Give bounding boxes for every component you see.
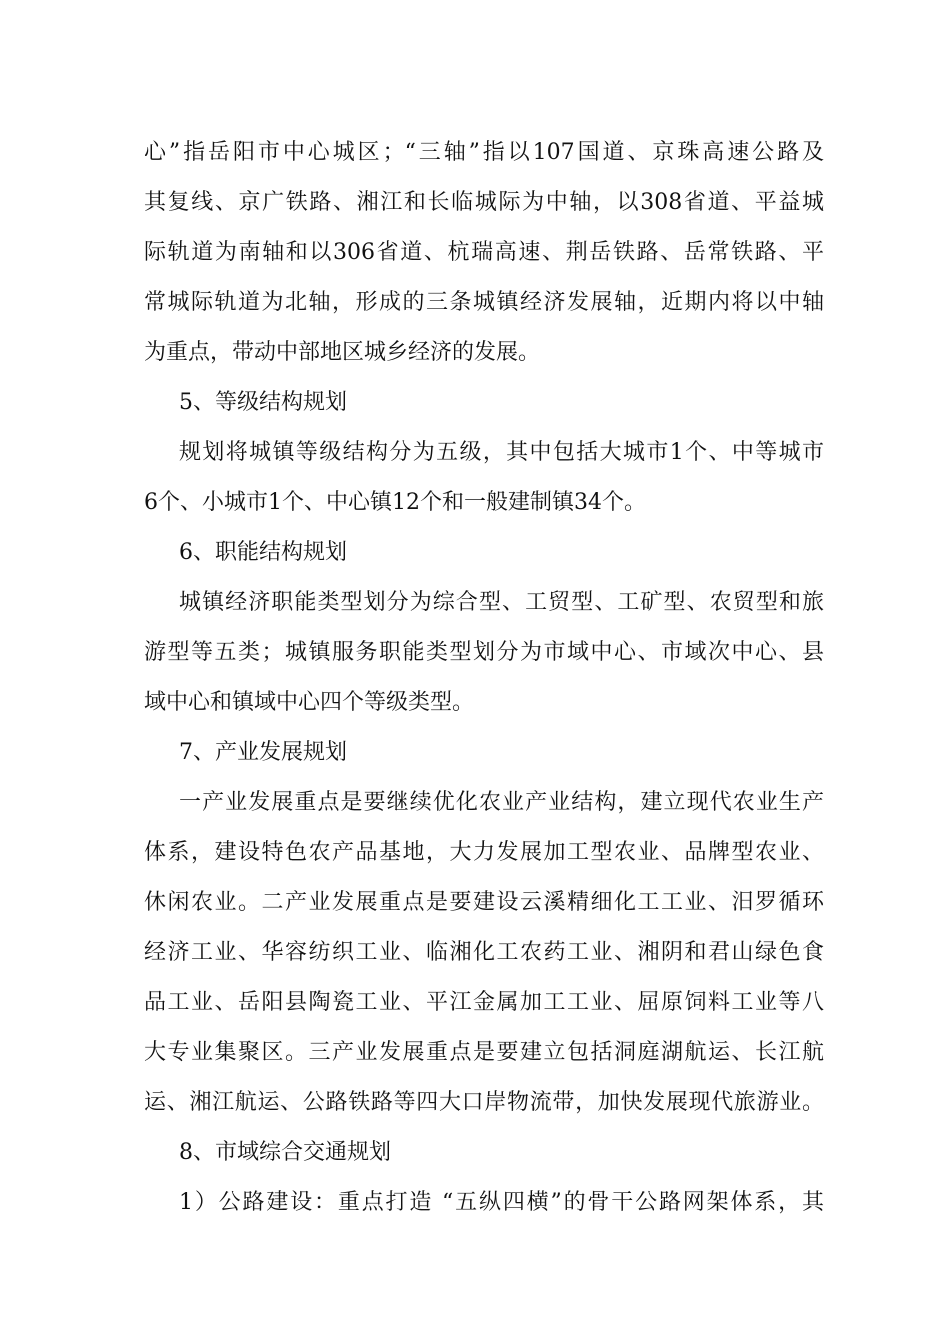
paragraph-first-line: 1）公路建设：重点打造 “五纵四横”的骨干公路网架体系，其 <box>179 1190 824 1215</box>
text-line: 大专业集聚区。三产业发展重点是要建立包括洞庭湖航运、长江航 <box>144 1040 824 1065</box>
paragraph-first-line: 一产业发展重点是要继续优化农业产业结构，建立现代农业生产 <box>179 790 824 815</box>
text-line: 品工业、岳阳县陶瓷工业、平江金属加工工业、屈原饲料工业等八 <box>144 990 824 1015</box>
paragraph-end-line: 域中心和镇域中心四个等级类型。 <box>144 690 475 715</box>
text-line: 经济工业、华容纺织工业、临湘化工农药工业、湘阴和君山绿色食 <box>144 940 824 965</box>
text-line: 常城际轨道为北轴，形成的三条城镇经济发展轴，近期内将以中轴 <box>144 290 824 315</box>
text-line: 际轨道为南轴和以306省道、杭瑞高速、荆岳铁路、岳常铁路、平 <box>144 240 824 265</box>
section-heading: 6、职能结构规划 <box>179 540 347 565</box>
text-line: 其复线、京广铁路、湘江和长临城际为中轴，以308省道、平益城 <box>144 190 824 215</box>
paragraph-end-line: 为重点，带动中部地区城乡经济的发展。 <box>144 340 541 365</box>
text-line: 体系，建设特色农产品基地，大力发展加工型农业、品牌型农业、 <box>144 840 824 865</box>
section-heading: 7、产业发展规划 <box>179 740 347 765</box>
paragraph-end-line: 6个、小城市1个、中心镇12个和一般建制镇34个。 <box>144 490 646 515</box>
section-heading: 8、市域综合交通规划 <box>179 1140 391 1165</box>
section-heading: 5、等级结构规划 <box>179 390 347 415</box>
text-line: 游型等五类；城镇服务职能类型划分为市域中心、市域次中心、县 <box>144 640 824 665</box>
paragraph-end-line: 运、湘江航运、公路铁路等四大口岸物流带，加快发展现代旅游业。 <box>144 1090 824 1115</box>
text-line: 休闲农业。二产业发展重点是要建设云溪精细化工工业、汨罗循环 <box>144 890 824 915</box>
paragraph-first-line: 城镇经济职能类型划分为综合型、工贸型、工矿型、农贸型和旅 <box>179 590 824 615</box>
text-line: 心”指岳阳市中心城区；“三轴”指以107国道、京珠高速公路及 <box>144 140 824 165</box>
paragraph-first-line: 规划将城镇等级结构分为五级，其中包括大城市1个、中等城市 <box>179 440 824 465</box>
